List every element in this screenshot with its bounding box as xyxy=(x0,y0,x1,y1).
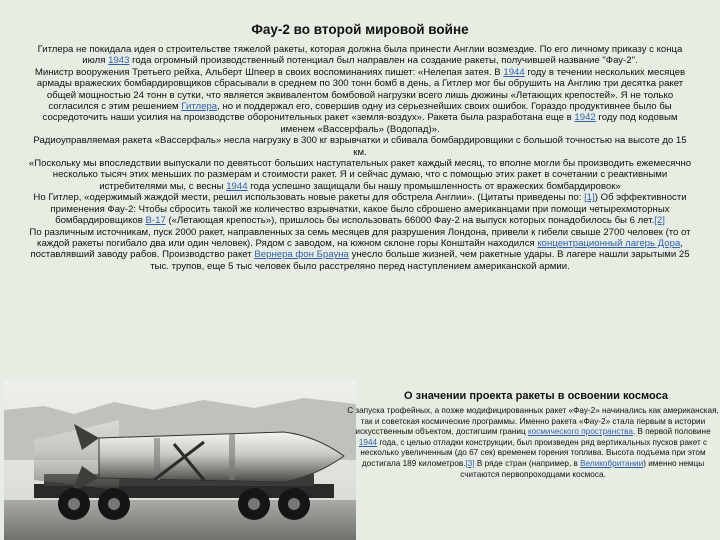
link-1944-spring[interactable]: 1944 xyxy=(226,180,248,192)
rocket-on-trailer-image xyxy=(4,380,356,540)
sidebar-body xyxy=(346,406,720,480)
paragraph-3: Радиоуправляемая ракета «Вассерфаль» несла нагрузку в 300 кг взрывчатки и сбивала бомбардировщики с большой точностью на высоте до 15 км. xyxy=(33,135,687,158)
link-outer-space[interactable]: космического пространства xyxy=(527,427,633,437)
paragraph-4: «Поскольку мы впоследствии выпускали по девятьсот больших наступательных ракет каждый месяц, то вполне могли бы производить ежемесячно несколько тысяч этих меньших по размерам и стоимости ракет. Я и сейчас думаю, что с помощью этих ракет в сочетании с реактивными истребителями мы, с весны 1944 года успешно защищали бы нашу промышленность от вражеских бомбардировок» xyxy=(28,158,692,192)
footnote-link-3[interactable]: [3] xyxy=(465,458,475,468)
article-body xyxy=(28,44,692,272)
v2-rocket-photo xyxy=(4,380,356,540)
link-1943[interactable]: 1943 xyxy=(108,55,130,67)
paragraph-2: Министр вооружения Третьего рейха, Альберт Шпеер в своих воспоминаниях пишет: «Нелепая затея. В 1944 году в течении нескольких месяцев армады вражеских бомбардировщиков сбрасывали в среднем по 300 тонн бомб в день, а Гитлер мог бы обрушить на Англию три десятка ракет общей мощностью 24 тонн в сутки, что является эквивалентом бомбовой нагрузки всего лишь дюжины «Летающих крепостей». Я не только согласился с этим решением Гитлера, но и поддержал его, совершив одну из серьезнейших своих ошибок. Гораздо продуктивнее было бы сосредоточить наши усилия на производстве оборонительных ракет «земля-воздух». Ракета была разработана еще в 1942 году под кодовым именем «Вассерфаль» (Водопад)». xyxy=(34,66,686,135)
paragraph-6: По различным источникам, пуск 2000 ракет, направленных за семь месяцев для разрушения Лондона, привели к гибели свыше 2700 человек (то от каждой ракеты погибало два или один человек). Рядом с заводом, на южном склоне горы Конштайн находился концентрационный лагерь Дора, поставлявший заводу рабов. Производство ракет Вернера фон Брауна унесло больше жизней, чем ракетные удары. В лагере нашли зарытыми 25 тыс. трупов, еще 5 тыс человек было расстреляно перед наступлением американской армии. xyxy=(29,226,691,272)
link-1944[interactable]: 1944 xyxy=(503,66,525,78)
footnote-link-1[interactable]: [1] xyxy=(584,192,595,204)
sidebar-paragraph: С запуска трофейных, а позже модифицированных ракет «Фау-2» начинались как американская, так и советская космические программы. Именно ракета «Фау-2» стала первым в истории искусственным объектом, достигшим границ космического пространства. В первой половине 1944 года, с целью отладки конструкции, был произведен ряд вертикальных пусков ракет с несколько увеличенным (до 67 сек) временем горения топлива. Высота подъема при этом достигала 189 километров.[3] В ряде стран (например, в Великобритании) именно немцы считаются первопроходцами космоса. xyxy=(347,406,719,479)
link-camp-dora[interactable]: концентрационный лагерь Дора xyxy=(537,237,681,249)
link-b17[interactable]: B-17 xyxy=(145,215,166,227)
sidebar-title: О значении проекта ракеты в освоении космоса xyxy=(404,390,668,402)
footnote-link-2[interactable]: [2] xyxy=(654,215,665,227)
link-1942[interactable]: 1942 xyxy=(574,112,596,124)
link-von-braun[interactable]: Вернера фон Брауна xyxy=(254,249,349,261)
paragraph-1: Гитлера не покидала идея о строительстве тяжелой ракеты, которая должна была принести Англии возмездие. По его личному приказу с конца июля 1943 года огромный производственный потенциал был направлен на создание ракеты, получившей название "Фау-2". xyxy=(37,44,683,67)
link-1944-sidebar[interactable]: 1944 xyxy=(358,437,378,447)
paragraph-5: Но Гитлер, «одержимый жаждой мести, решил использовать новые ракеты для обстрела Англии». (Цитаты приведены по: [1]) Об эффективности применения Фау-2: Чтобы сбросить такой же количество взрывчатки, какое было сброшено американцами при помощи четырехмоторных бомбардировщиков B-17 («Летающая крепость»), пришлось бы использовать 66000 Фау-2 на выпуск которых понадобилось бы 6 лет.[2] xyxy=(33,192,687,227)
page-title: Фау-2 во второй мировой войне xyxy=(251,22,469,37)
link-great-britain[interactable]: Великобритании xyxy=(580,458,644,468)
link-hitler[interactable]: Гитлера xyxy=(181,101,218,113)
